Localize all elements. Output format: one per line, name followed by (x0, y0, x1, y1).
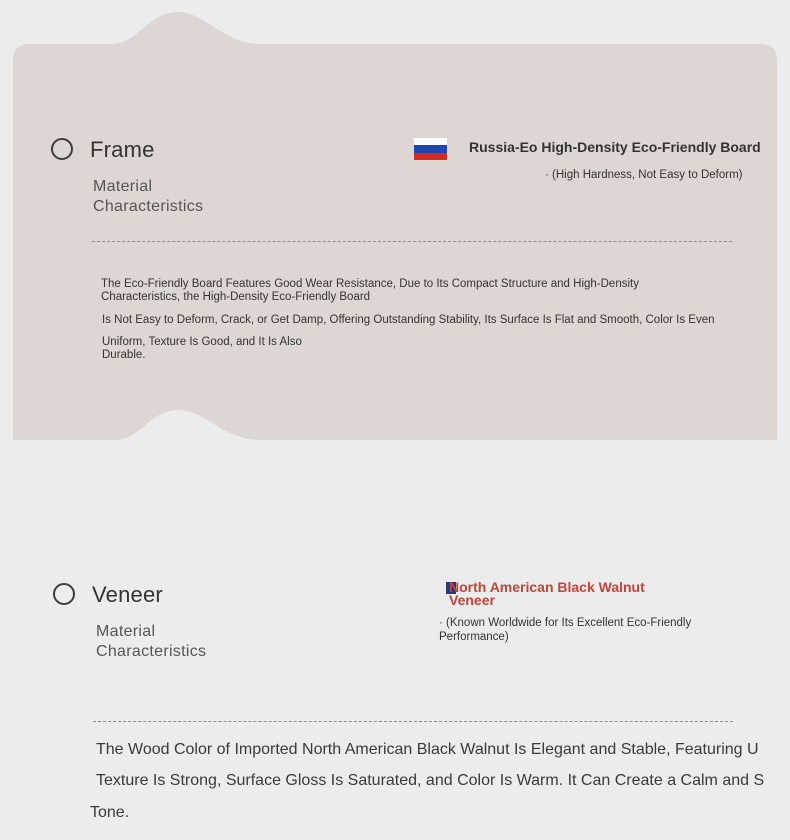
veneer-paragraph-line-2: Texture Is Strong, Surface Gloss Is Saturated, and Color Is Warm. It Can Create a Calm and S (96, 772, 765, 789)
veneer-paragraph-line-1: The Wood Color of Imported North American Black Walnut Is Elegant and Stable, Featuring U (96, 741, 759, 758)
frame-paragraph-1: The Eco-Friendly Board Features Good Wear Resistance, Due to Its Compact Structure and High-Density Characteristics, the High-Density Eco-Friendly Board (101, 278, 639, 303)
flag-stripe-white (414, 138, 447, 145)
veneer-radio-circle[interactable] (53, 583, 75, 605)
veneer-material-characteristics-label: Material Characteristics (96, 623, 207, 660)
veneer-product-name: North American Black Walnut Veneer (449, 579, 645, 608)
russia-flag-icon (414, 138, 447, 160)
veneer-title: Veneer (92, 582, 163, 607)
frame-product-note: · (High Hardness, Not Easy to Deform) (545, 169, 743, 181)
frame-material-characteristics-label: Material Characteristics (93, 178, 204, 215)
flag-stripe-red (414, 153, 447, 160)
frame-radio-circle[interactable] (51, 138, 73, 160)
veneer-product-note: · (Known Worldwide for Its Excellent Eco-Friendly Performance) (439, 617, 692, 643)
frame-paragraph-3: Uniform, Texture Is Good, and It Is Also Durable. (102, 336, 302, 361)
veneer-paragraph-line-3: Tone. (90, 804, 130, 821)
flag-stripe-blue (414, 145, 447, 152)
frame-paragraph-2: Is Not Easy to Deform, Crack, or Get Damp, Offering Outstanding Stability, Its Surface Is Flat and Smooth, Color Is Even (102, 314, 715, 326)
veneer-divider (93, 721, 733, 722)
frame-divider (92, 241, 732, 242)
frame-title: Frame (90, 137, 155, 162)
frame-product-name: Russia-Eo High-Density Eco-Friendly Board (469, 139, 761, 155)
